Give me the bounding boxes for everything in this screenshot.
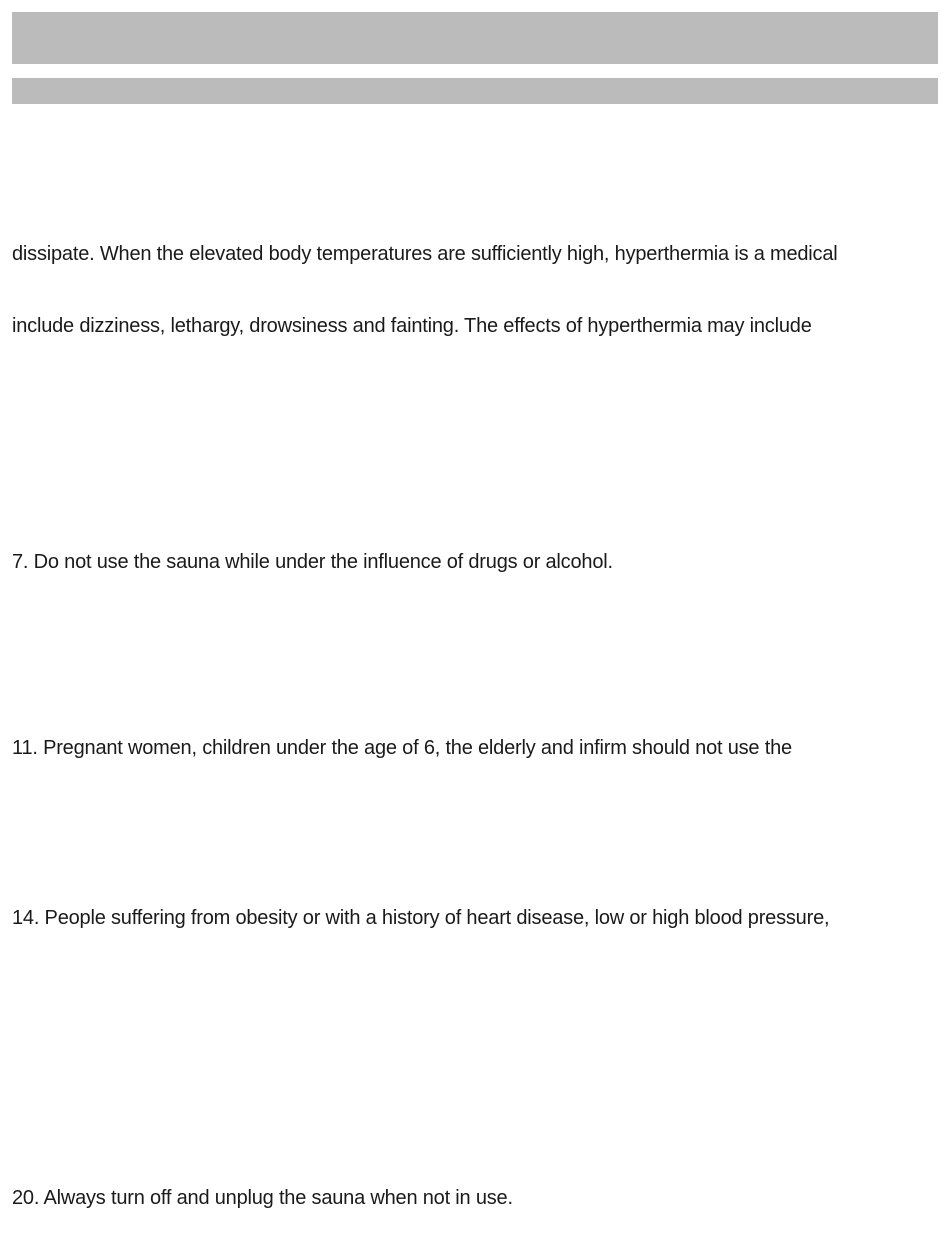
text-line-item-14: 14. People suffering from obesity or with a history of heart disease, low or high blood pressure,: [12, 907, 830, 929]
header-bar-secondary: [12, 78, 938, 104]
header-bar-primary: [12, 12, 938, 64]
text-line-item-20: 20. Always turn off and unplug the sauna when not in use.: [12, 1187, 513, 1209]
text-line-item-7: 7. Do not use the sauna while under the influence of drugs or alcohol.: [12, 551, 613, 573]
text-line-effects: include dizziness, lethargy, drowsiness and fainting. The effects of hyperthermia may include: [12, 315, 812, 337]
text-line-item-11: 11. Pregnant women, children under the age of 6, the elderly and infirm should not use the: [12, 737, 792, 759]
text-line-dissipate: dissipate. When the elevated body temperatures are sufficiently high, hyperthermia is a medical: [12, 243, 838, 265]
